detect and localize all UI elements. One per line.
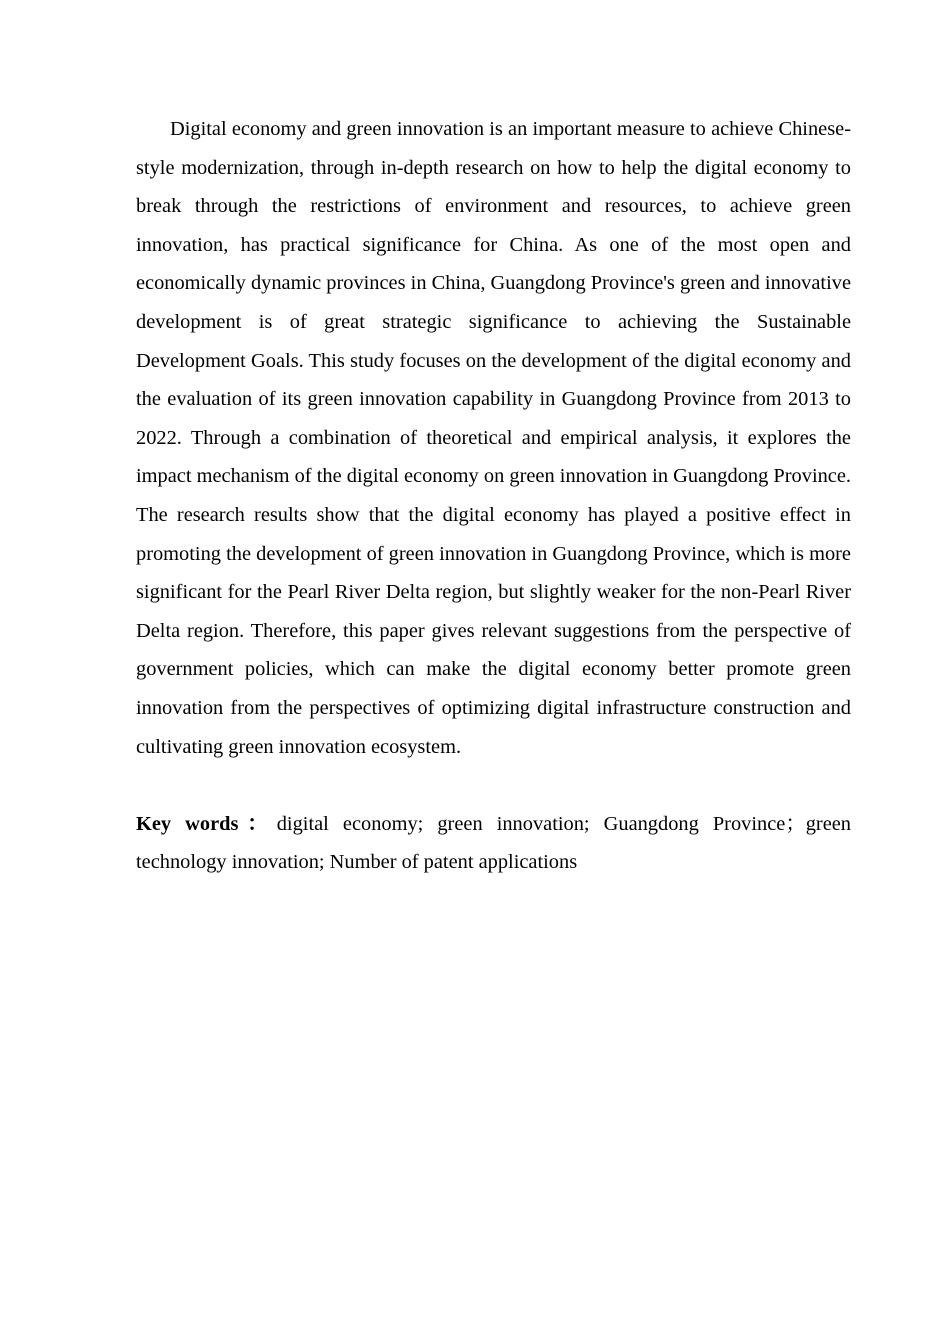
abstract-paragraph: Digital economy and green innovation is an important measure to achieve Chinese-style modernization, through in-depth research on how to help the digital economy to break through the restrictions of environment and resources, to achieve green innovation, has practical significance for China. As one of the most open and economically dynamic provinces in China, Guangdong Province's green and innovative development is of great strategic significance to achieving the Sustainable Development Goals. This study focuses on the development of the digital economy and the evaluation of its green innovation capability in Guangdong Province from 2013 to 2022. Through a combination of theoretical and empirical analysis, it explores the impact mechanism of the digital economy on green innovation in Guangdong Province. The research results show that the digital economy has played a positive effect in promoting the development of green innovation in Guangdong Province, which is more significant for the Pearl River Delta region, but slightly weaker for the non-Pearl River Delta region. Therefore, this paper gives relevant suggestions from the perspective of government policies, which can make the digital economy better promote green innovation from the perspectives of optimizing digital infrastructure construction and cultivating green innovation ecosystem. — [136, 118, 851, 758]
keywords-text: digital economy; green innovation; Guangdong Province；green technology innovation; Number of patent applications — [136, 812, 851, 874]
keywords-separator: ： — [238, 812, 277, 835]
abstract-section — [136, 110, 851, 882]
keywords-line — [136, 805, 851, 882]
keywords-label: Key words — [136, 812, 239, 835]
